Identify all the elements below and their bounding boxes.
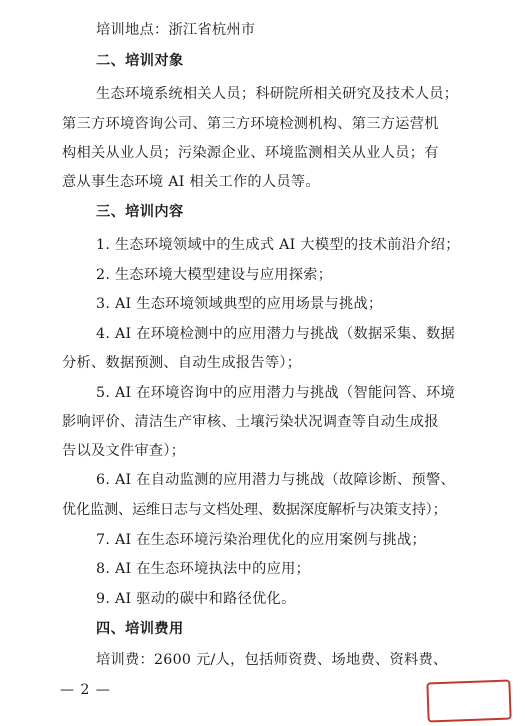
list-item: 3. AI 生态环境领域典型的应用场景与挑战； xyxy=(96,296,383,312)
list-item: 6. AI 在自动监测的应用潜力与挑战（故障诊断、预警、 xyxy=(96,472,455,488)
list-item: 2. 生态环境大模型建设与应用探索； xyxy=(96,267,333,283)
paragraph-line: 构相关从业人员；污染源企业、环境监测相关从业人员；有 xyxy=(62,145,439,161)
list-item: 7. AI 在生态环境污染治理优化的应用案例与挑战； xyxy=(96,532,426,548)
list-item-continuation: 告以及文件审查）； xyxy=(62,443,186,459)
watermark-logo xyxy=(426,680,511,723)
paragraph-line: 培训费：2600 元/人，包括师资费、场地费、资料费、 xyxy=(96,652,448,668)
list-item: 9. AI 驱动的碳中和路径优化。 xyxy=(96,591,296,607)
list-item-continuation: 优化监测、运维日志与文档处理、数据深度解析与决策支持）； xyxy=(62,502,447,518)
list-item: 4. AI 在环境检测中的应用潜力与挑战（数据采集、数据 xyxy=(96,326,455,342)
paragraph-line: 第三方环境咨询公司、第三方环境检测机构、第三方运营机 xyxy=(62,116,439,132)
list-item: 8. AI 在生态环境执法中的应用； xyxy=(96,561,311,577)
list-item: 1. 生态环境领域中的生成式 AI 大模型的技术前沿介绍； xyxy=(96,237,460,253)
training-location: 培训地点：浙江省杭州市 xyxy=(96,22,256,38)
list-item-continuation: 分析、数据预测、自动生成报告等）； xyxy=(62,355,302,371)
page-number: — 2 — xyxy=(60,682,111,698)
section-heading-target-audience: 二、培训对象 xyxy=(96,53,184,69)
section-heading-training-content: 三、培训内容 xyxy=(96,204,184,220)
paragraph-line: 生态环境系统相关人员；科研院所相关研究及技术人员； xyxy=(96,86,459,102)
list-item-continuation: 影响评价、清洁生产审核、土壤污染状况调查等自动生成报 xyxy=(62,414,439,430)
list-item: 5. AI 在环境咨询中的应用潜力与挑战（智能问答、环境 xyxy=(96,385,455,401)
paragraph-line: 意从事生态环境 AI 相关工作的人员等。 xyxy=(62,174,320,190)
section-heading-training-fee: 四、培训费用 xyxy=(96,621,184,637)
